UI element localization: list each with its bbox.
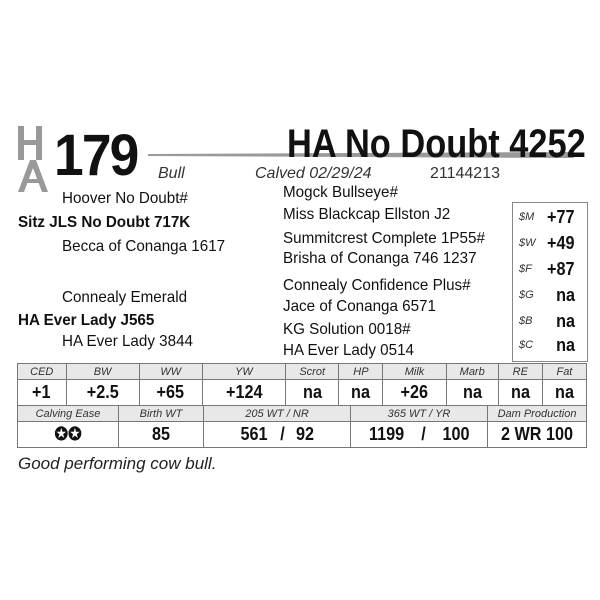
birth-weight: 85	[151, 424, 171, 444]
index-row	[513, 309, 587, 335]
epd-header: RE	[498, 364, 542, 380]
sd-dam: Brisha of Conanga 746 1237	[283, 250, 477, 267]
index-label: $F	[519, 263, 532, 275]
performance-header: Calving Ease	[18, 406, 119, 422]
index-row	[513, 205, 587, 231]
epd-header: Scrot	[285, 364, 338, 380]
index-label: $G	[519, 289, 534, 301]
weaning-weight: 561	[240, 424, 268, 444]
comment: Good performing cow bull.	[18, 454, 217, 473]
epd-header: WW	[139, 364, 202, 380]
sire-dam: Becca of Conanga 1617	[62, 238, 226, 255]
epd-header: YW	[202, 364, 285, 380]
index-row	[513, 231, 587, 257]
index-row	[513, 283, 587, 309]
epd-header: Marb	[446, 364, 498, 380]
weaning-ratio: 92	[295, 424, 314, 444]
ss-sire: Mogck Bullseye#	[283, 184, 398, 201]
yearling-ratio: 100	[442, 424, 470, 444]
separator: /	[421, 424, 426, 444]
epd-header: CED	[18, 364, 67, 380]
index-label: $M	[519, 211, 535, 223]
sex-label: Bull	[158, 165, 185, 182]
performance-value-row	[18, 422, 587, 448]
index-value: +49	[547, 233, 575, 253]
epd-value: na	[351, 382, 371, 402]
index-label: $C	[519, 339, 534, 351]
epd-value: +65	[156, 382, 185, 402]
index-value: +87	[547, 259, 575, 279]
calved-date: Calved 02/29/24	[255, 165, 372, 182]
performance-header: 365 WT / YR	[351, 406, 488, 422]
epd-value: +124	[225, 382, 263, 402]
epd-value: na	[462, 382, 482, 402]
animal-name: HA No Doubt 4252	[287, 122, 586, 166]
index-value: na	[556, 311, 575, 331]
registration-number: 21144213	[430, 165, 500, 182]
epd-value: +1	[32, 382, 51, 402]
epd-header-row	[18, 364, 587, 380]
dd-dam: HA Ever Lady 0514	[283, 342, 414, 359]
performance-header: Dam Production	[488, 406, 587, 422]
dam-dam: HA Ever Lady 3844	[62, 333, 193, 350]
epd-header: Milk	[383, 364, 446, 380]
ss-dam: Miss Blackcap Ellston J2	[283, 206, 451, 223]
epd-header: HP	[339, 364, 383, 380]
index-value: +77	[547, 207, 575, 227]
epd-value: na	[510, 382, 530, 402]
dd-sire: KG Solution 0018#	[283, 321, 411, 338]
lot-number: 179	[54, 123, 138, 188]
epd-header: BW	[66, 364, 139, 380]
ds-sire: Connealy Confidence Plus#	[283, 277, 471, 294]
dam-sire: Connealy Emerald	[62, 289, 188, 306]
epd-value: +26	[400, 382, 429, 402]
epd-value: na	[554, 382, 574, 402]
separator: /	[279, 424, 285, 444]
performance-header: Birth WT	[119, 406, 204, 422]
epd-value: na	[302, 382, 322, 402]
performance-header: 205 WT / NR	[204, 406, 351, 422]
yearling-weight: 1199	[368, 424, 405, 444]
epd-header: Fat	[542, 364, 586, 380]
index-row	[513, 333, 587, 359]
epd-table	[17, 363, 587, 406]
index-label: $B	[519, 315, 533, 327]
sd-sire: Summitcrest Complete 1P55#	[283, 230, 485, 247]
index-panel	[512, 202, 588, 362]
ds-dam: Jace of Conanga 6571	[283, 298, 436, 315]
epd-value-row	[18, 380, 587, 406]
index-row	[513, 257, 587, 283]
sire: Sitz JLS No Doubt 717K	[18, 214, 191, 231]
calving-ease-stars-icon: ✪✪	[54, 424, 82, 444]
dam: HA Ever Lady J565	[18, 312, 155, 329]
index-label: $W	[519, 237, 536, 249]
index-value: na	[556, 335, 575, 355]
sire-sire: Hoover No Doubt#	[62, 190, 188, 207]
dam-production: 2 WR 100	[500, 424, 574, 444]
epd-value: +2.5	[86, 382, 119, 402]
index-value: na	[556, 285, 575, 305]
performance-header-row	[18, 406, 587, 422]
performance-table	[17, 405, 587, 448]
